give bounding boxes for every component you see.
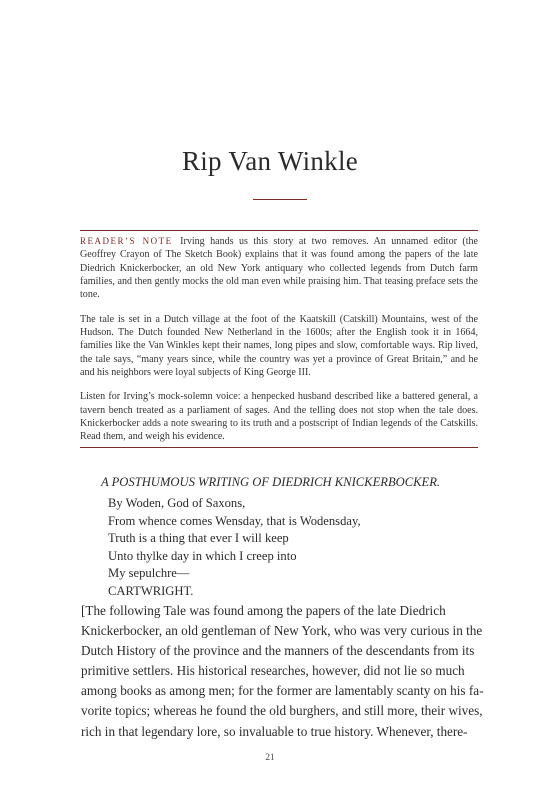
- verse-line: Truth is a thing that ever I will keep: [108, 531, 289, 545]
- body-line: primitive settlers. His historical researches, however, did not lie so much: [81, 663, 465, 679]
- body-line: Knickerbocker, an old gentleman of New York, who was very curious in the: [81, 623, 483, 639]
- readers-note-box: [80, 230, 478, 448]
- verse-line: Unto thylke day in which I creep into: [108, 548, 297, 563]
- readers-note-label: READER’S NOTE: [80, 236, 173, 246]
- body-text: [81, 601, 484, 742]
- epigraph-verse: [108, 495, 361, 600]
- page-number: 21: [265, 752, 275, 762]
- title-divider: [253, 199, 307, 200]
- chapter-title: Rip Van Winkle: [181, 146, 359, 176]
- readers-note-text-1: Irving hands us this story at two removes. An unnamed editor (the Geoffrey Crayon of The Sketch Book) explains that it was found among the papers of the late Diedrich Knickerbocker, an old New York antiquary who collected legends from Dutch farm families, and then gently mocks the old man even while praising him. That teasing preface sets the tone.: [80, 236, 479, 301]
- readers-note-paragraph-2: The tale is set in a Dutch village at the foot of the Kaatskill (Catskill) Mountains, west of the Hudson. The Dutch founded New Netherland in the 1600s; after the English took it in 1664, families like the Van Winkles kept their names, long pipes and slow, comfortable ways. Rip lived, the tale says, “many years since, while the country was yet a province of Great Britain,” and he and his neighbors were loyal subjects of King George III.: [80, 313, 478, 379]
- body-line: Dutch History of the province and the manners of the descendants from its: [81, 643, 475, 659]
- readers-note-paragraph-1: [80, 235, 478, 302]
- body-line: rich in that legendary lore, so invaluable to true history. Whenever, there-: [81, 723, 468, 739]
- readers-note-paragraph-3: Listen for Irving’s mock-solemn voice: a henpecked husband described like a battered general, a tavern bench treated as a parliament of sages. And the telling does not stop when the tale does. Knickerbocker adds a note swearing to its truth and a postscript of Indian legends of the Catskills. Read them, and weigh his evidence.: [80, 391, 478, 443]
- epigraph-heading: A POSTHUMOUS WRITING OF DIEDRICH KNICKERBOCKER.: [101, 475, 441, 489]
- body-line: vorite topics; whereas he found the old burghers, and still more, their wives,: [81, 703, 483, 719]
- verse-line: My sepulchre—: [108, 566, 190, 580]
- verse-line: From whence comes Wensday, that is Wodensday,: [108, 513, 361, 528]
- body-line: among books as among men; for the former are lamentably scanty on his fa-: [81, 683, 484, 699]
- body-line: [The following Tale was found among the papers of the late Diedrich: [81, 603, 446, 618]
- verse-line: By Woden, God of Saxons,: [108, 496, 246, 510]
- verse-attribution: CARTWRIGHT.: [108, 583, 194, 598]
